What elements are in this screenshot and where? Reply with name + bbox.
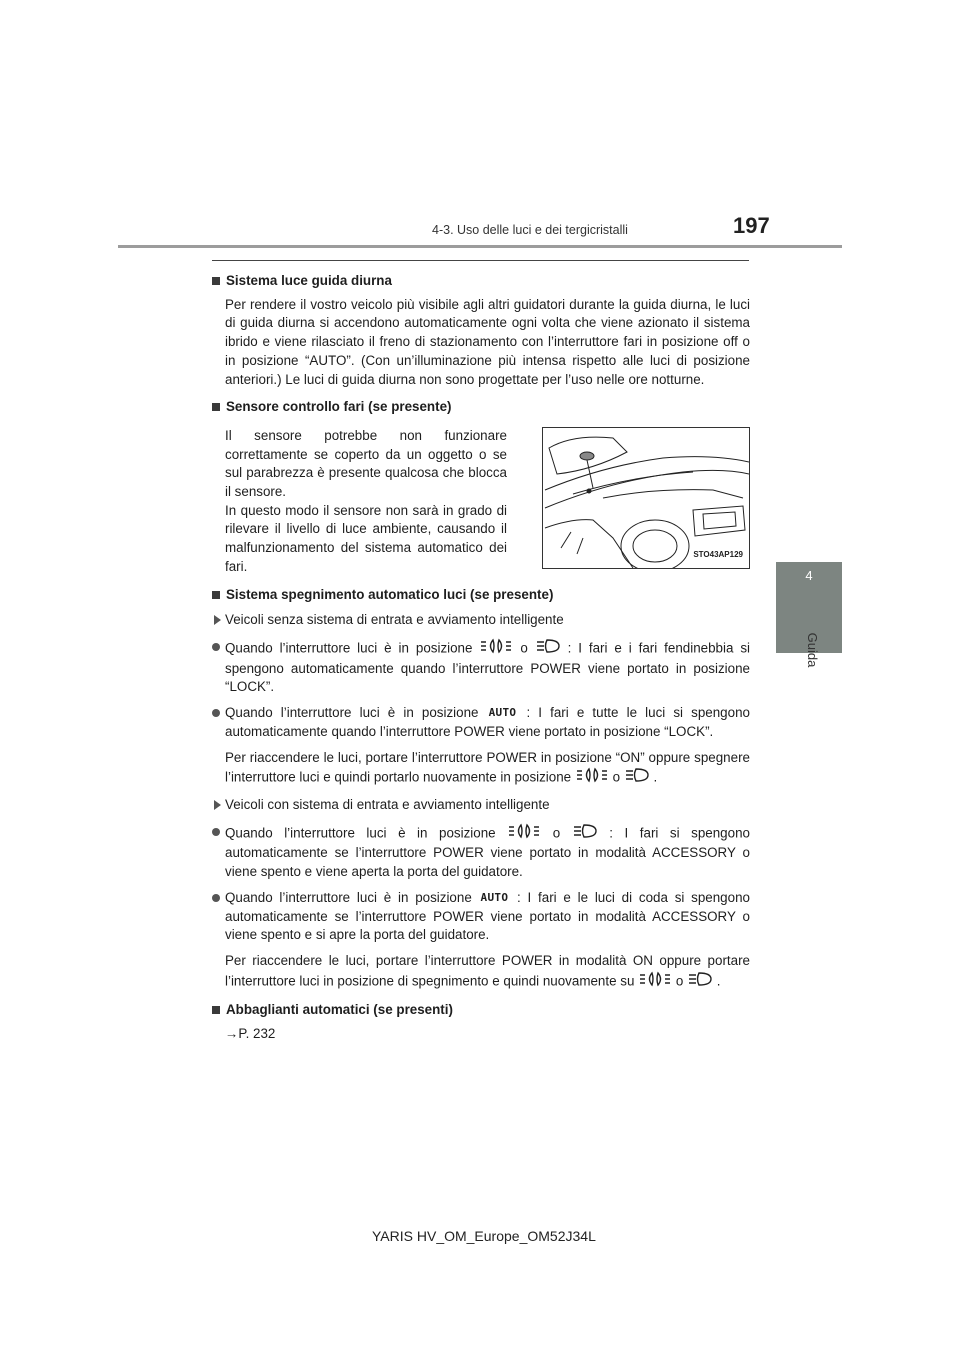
drl-paragraph: Per rendere il vostro veicolo più visibile agli altri guidatori durante la guida diurna, le luci di guida diurna si accendono automaticamente ogni volta che viene azionato il sistema ibrido e viene rilasciato il freno di stazionamento con l’interruttore fari in posizione off o in posizione “AUTO”. (Con un’illuminazione più intensa rispetto alle luci di posizione anteriori.) Le luci di guida diurna non sono progettate per l’uso nelle ore notturne. (225, 296, 750, 387)
subheading-row (212, 611, 750, 631)
sensor-marker (587, 488, 592, 493)
sensor-block (212, 423, 750, 577)
circle-bullet-icon (212, 709, 220, 717)
document-id: YARIS HV_OM_Europe_OM52J34L (372, 1228, 596, 1244)
triangle-bullet-icon (214, 800, 221, 810)
section-heading: Sistema luce guida diurna (212, 272, 750, 291)
page-content (212, 263, 750, 1044)
square-bullet-icon (212, 403, 220, 411)
circle-bullet-icon (212, 894, 220, 902)
headlight-icon (687, 971, 713, 993)
figure-code: STO43AP129 (693, 550, 743, 560)
tail-light-icon (575, 767, 609, 789)
content-top-rule (212, 260, 749, 261)
list-item: Quando l’interruttore luci è in posizione AUTO : I fari e tutte le luci si spengono automaticamente quando l’interruttore POWER viene portato in posizione “LOCK”. (212, 704, 750, 742)
tail-light-icon (479, 638, 513, 660)
header-divider (118, 245, 842, 248)
page-reference-link[interactable]: →P. 232 (225, 1026, 276, 1042)
relight-paragraph: Per riaccendere le luci, portare l’interruttore POWER in posizione “ON” oppure spegnere l’interruttore luci e quindi portarlo nuovamente in posizione o . (212, 749, 750, 789)
auto-position-icon: AUTO (480, 890, 509, 904)
subheading-text: Veicoli con sistema di entrata e avviamento intelligente (225, 796, 550, 812)
section-heading: Abbaglianti automatici (se presenti) (212, 1001, 750, 1020)
relight-paragraph: Per riaccendere le luci, portare l’interruttore POWER in modalità ON oppure portare l’interruttore luci in posizione di spegnimento e quindi nuovamente su o . (212, 952, 750, 992)
circle-bullet-icon (212, 828, 220, 836)
dashboard-sensor-illustration (542, 427, 750, 569)
circle-bullet-icon (212, 643, 220, 651)
subheading-row (212, 796, 750, 816)
headlight-icon (535, 638, 561, 660)
headlight-icon (572, 823, 598, 845)
subheading-text: Veicoli senza sistema di entrata e avviamento intelligente (225, 612, 564, 628)
section-heading: Sensore controllo fari (se presente) (212, 398, 750, 417)
list-item: Quando l’interruttore luci è in posizione o : I fari e i fari fendinebbia si spengono automaticamente quando l’interruttore POWER viene portato in posizione “LOCK”. (212, 638, 750, 697)
page-number: 197 (733, 213, 770, 238)
list-item: Quando l’interruttore luci è in posizione AUTO : I fari e le luci di coda si spengono automaticamente se l’interruttore POWER viene portato in modalità ACCESSORY o viene spento e si apre la porta del guidatore. (212, 889, 750, 945)
headlight-icon (624, 767, 650, 789)
section-heading: Sistema spegnimento automatico luci (se presente) (212, 586, 750, 605)
auto-position-icon: AUTO (488, 706, 517, 720)
triangle-bullet-icon (214, 615, 221, 625)
chapter-number: 4 (805, 568, 813, 583)
tail-light-icon (507, 823, 541, 845)
square-bullet-icon (212, 591, 220, 599)
chapter-label: Guida (805, 632, 820, 668)
sensor-paragraph: Il sensore potrebbe non funzionare correttamente se coperto da un oggetto o se sul parabrezza è presente qualcosa che blocca il sensore. In questo modo il sensore non sarà in grado di rilevare il livello di luce ambiente, causando il malfunzionamento del sistema automatico dei fari. (225, 427, 507, 574)
list-item: Quando l’interruttore luci è in posizione o : I fari si spengono automaticamente se l’interruttore POWER viene portato in modalità ACCESSORY o viene spento e viene aperta la porta del guidatore. (212, 823, 750, 882)
section-header-title: 4-3. Uso delle luci e dei tergicristalli (432, 223, 628, 237)
tail-light-icon (638, 971, 672, 993)
square-bullet-icon (212, 277, 220, 285)
square-bullet-icon (212, 1006, 220, 1014)
